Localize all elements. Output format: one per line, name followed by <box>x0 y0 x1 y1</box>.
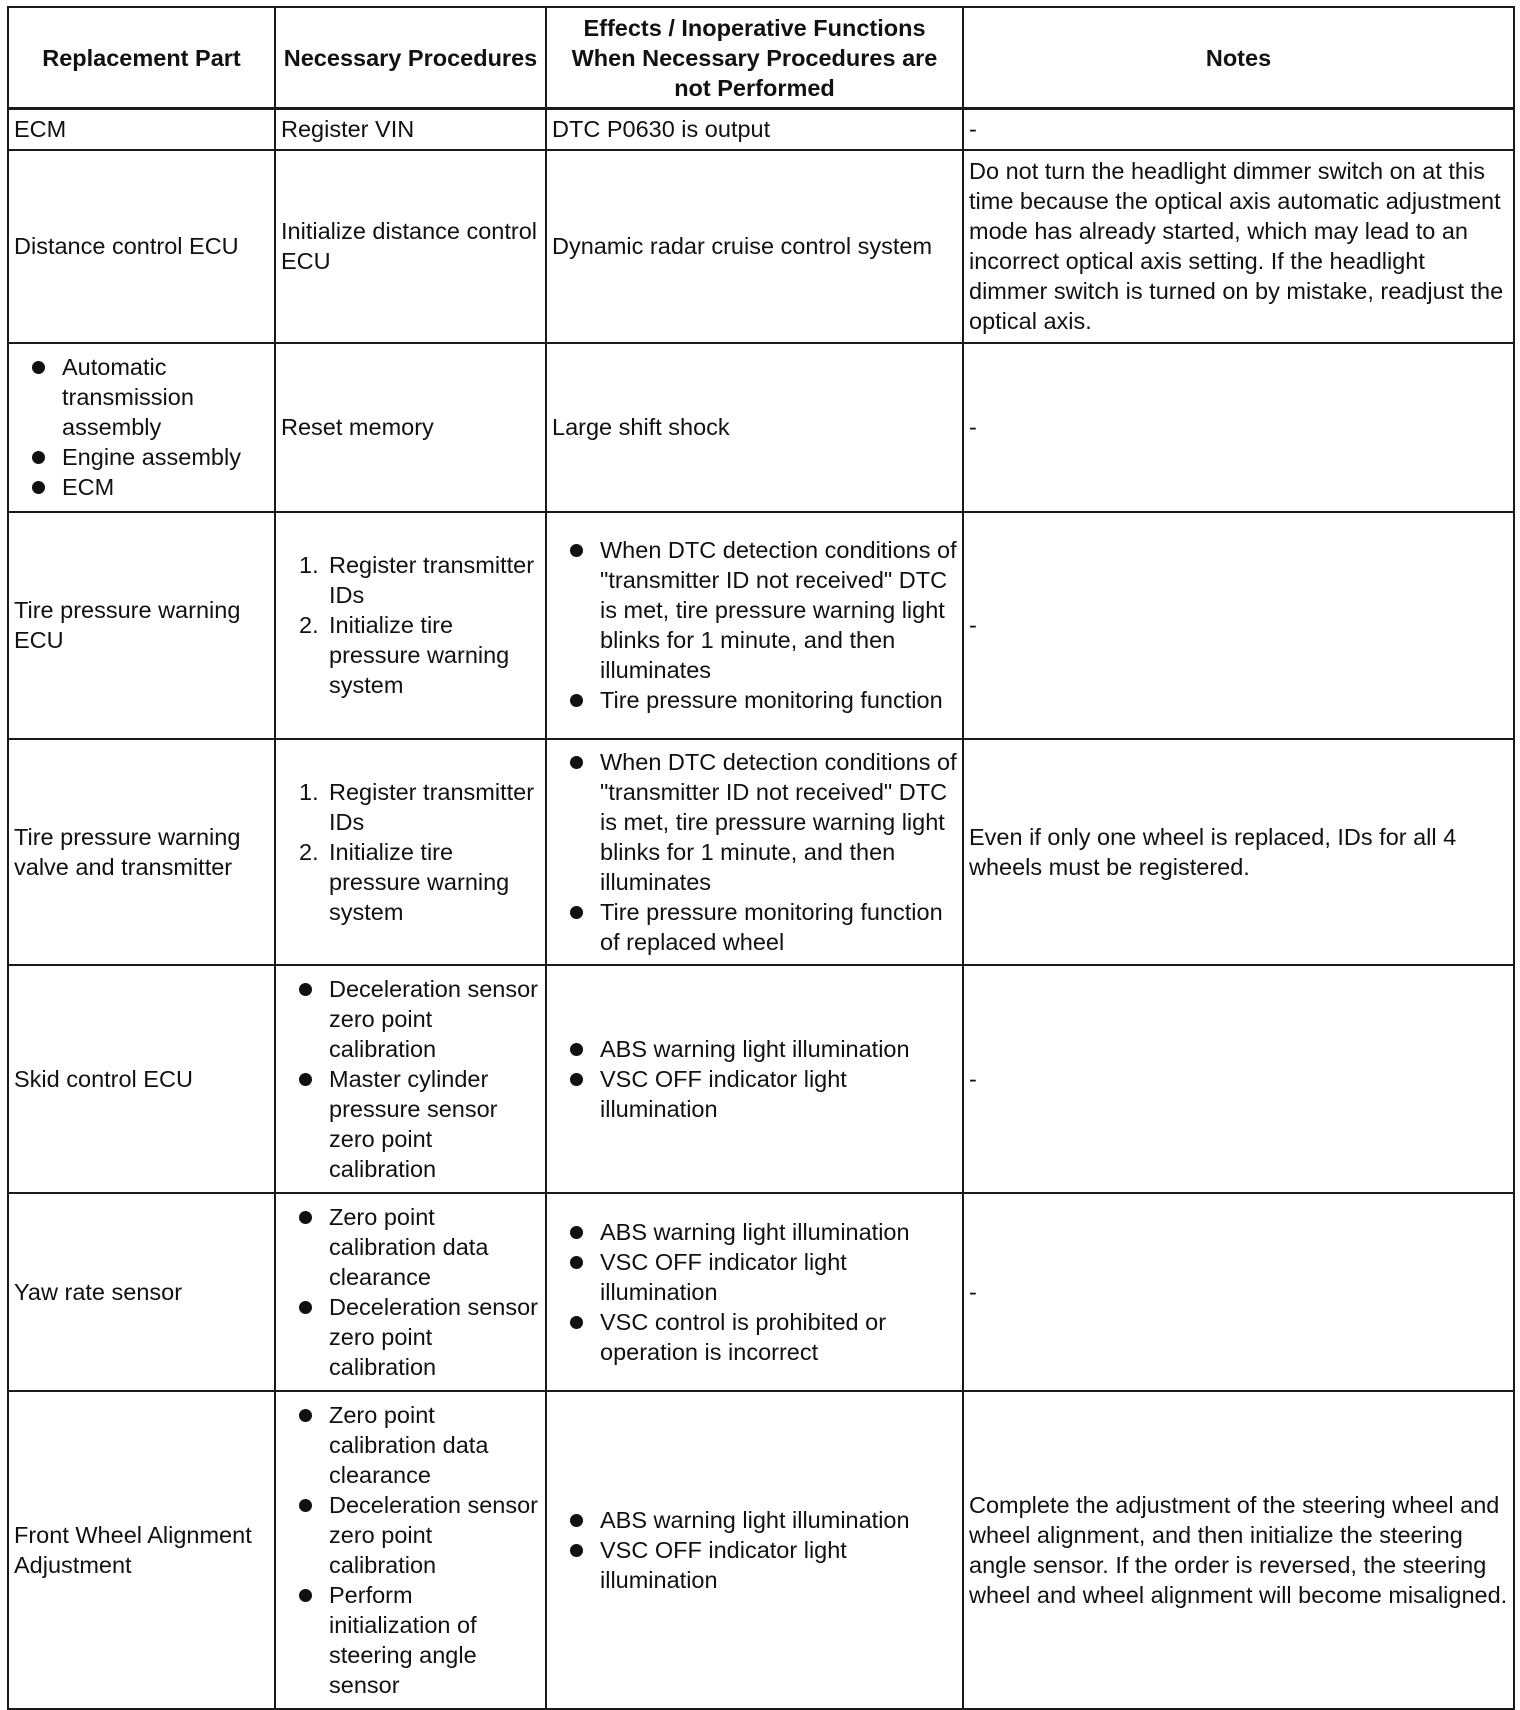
list-item: VSC control is prohibited or operation is incorrect <box>552 1307 957 1367</box>
list-item: Deceleration sensor zero point calibration <box>281 1292 540 1382</box>
notes-cell: Even if only one wheel is replaced, IDs for all 4 wheels must be registered. <box>963 739 1514 965</box>
notes-cell: - <box>963 343 1514 512</box>
part-cell <box>8 343 275 512</box>
table-row <box>8 343 1514 512</box>
list-item: VSC OFF indicator light illumination <box>552 1247 957 1307</box>
effect-cell: Large shift shock <box>546 343 963 512</box>
list-item: Tire pressure monitoring function of replaced wheel <box>552 897 957 957</box>
list-item: Register transmitter IDs <box>329 552 535 608</box>
procedure-cell: Initialize distance control ECU <box>275 150 546 343</box>
part-list <box>14 352 269 502</box>
header-replacement-part: Replacement Part <box>8 7 275 109</box>
list-item: Deceleration sensor zero point calibration <box>281 974 540 1064</box>
table-row <box>8 150 1514 343</box>
list-item: VSC OFF indicator light illumination <box>552 1535 957 1595</box>
part-cell: Front Wheel Alignment Adjustment <box>8 1391 275 1709</box>
procedure-cell <box>275 739 546 965</box>
notes-cell: Complete the adjustment of the steering wheel and wheel alignment, and then initialize the steering angle sensor. If the order is reversed, the steering wheel and wheel alignment will become misaligned. <box>963 1391 1514 1709</box>
effect-list <box>552 747 957 957</box>
list-item: Automatic transmission assembly <box>14 352 269 442</box>
list-item: Deceleration sensor zero point calibration <box>281 1490 540 1580</box>
header-necessary-procedures: Necessary Procedures <box>275 7 546 109</box>
notes-cell: - <box>963 1193 1514 1391</box>
list-item: ECM <box>14 472 269 502</box>
table-row <box>8 1391 1514 1709</box>
procedure-list <box>281 1202 540 1382</box>
part-cell: Tire pressure warning valve and transmitter <box>8 739 275 965</box>
procedure-list <box>281 974 540 1184</box>
effect-list <box>552 1034 957 1124</box>
list-item: ABS warning light illumination <box>552 1217 957 1247</box>
effect-cell <box>546 1193 963 1391</box>
notes-cell: - <box>963 512 1514 739</box>
effect-list <box>552 535 957 715</box>
page <box>7 6 1513 1710</box>
procedure-cell <box>275 965 546 1193</box>
procedure-cell <box>275 512 546 739</box>
procedure-cell <box>275 1391 546 1709</box>
part-cell: ECM <box>8 109 275 150</box>
part-cell: Skid control ECU <box>8 965 275 1193</box>
effect-cell <box>546 1391 963 1709</box>
list-item: Master cylinder pressure sensor zero point calibration <box>281 1064 540 1184</box>
header-effects: Effects / Inoperative Functions When Necessary Procedures are not Performed <box>546 7 963 109</box>
list-item: Register transmitter IDs <box>329 778 535 835</box>
header-notes: Notes <box>963 7 1514 109</box>
table-row <box>8 965 1514 1193</box>
notes-cell: - <box>963 109 1514 150</box>
table-row <box>8 512 1514 739</box>
effect-list <box>552 1505 957 1595</box>
effect-list <box>552 1217 957 1367</box>
procedure-list <box>281 777 540 927</box>
notes-cell: - <box>963 965 1514 1193</box>
part-cell: Tire pressure warning ECU <box>8 512 275 739</box>
list-item: Initialize tire pressure warning system <box>329 838 510 925</box>
list-item: When DTC detection conditions of "transmitter ID not received" DTC is met, tire pressure warning light blinks for 1 minute, and then illuminates <box>552 747 957 897</box>
procedure-table <box>7 6 1515 1710</box>
list-item: Initialize tire pressure warning system <box>329 612 510 698</box>
table-row <box>8 739 1514 965</box>
part-cell: Yaw rate sensor <box>8 1193 275 1391</box>
effect-cell <box>546 965 963 1193</box>
effect-cell: Dynamic radar cruise control system <box>546 150 963 343</box>
procedure-cell <box>275 1193 546 1391</box>
list-item: When DTC detection conditions of "transmitter ID not received" DTC is met, tire pressure warning light blinks for 1 minute, and then illuminates <box>552 535 957 685</box>
procedure-list <box>281 550 540 700</box>
list-item: Engine assembly <box>14 442 269 472</box>
list-item: ABS warning light illumination <box>552 1505 957 1535</box>
procedure-cell: Register VIN <box>275 109 546 150</box>
list-item: Tire pressure monitoring function <box>552 685 957 715</box>
procedure-list <box>281 1400 540 1700</box>
part-cell: Distance control ECU <box>8 150 275 343</box>
list-item: Perform initialization of steering angle sensor <box>281 1580 540 1700</box>
effect-cell <box>546 739 963 965</box>
procedure-cell: Reset memory <box>275 343 546 512</box>
list-item: VSC OFF indicator light illumination <box>552 1064 957 1124</box>
list-item: ABS warning light illumination <box>552 1034 957 1064</box>
table-row <box>8 1193 1514 1391</box>
table-row <box>8 109 1514 150</box>
effect-cell: DTC P0630 is output <box>546 109 963 150</box>
list-item: Zero point calibration data clearance <box>281 1202 540 1292</box>
list-item: Zero point calibration data clearance <box>281 1400 540 1490</box>
effect-cell <box>546 512 963 739</box>
table-header-row <box>8 7 1514 109</box>
notes-cell: Do not turn the headlight dimmer switch on at this time because the optical axis automatic adjustment mode has already started, which may lead to an incorrect optical axis setting. If the headlight dimmer switch is turned on by mistake, readjust the optical axis. <box>963 150 1514 343</box>
